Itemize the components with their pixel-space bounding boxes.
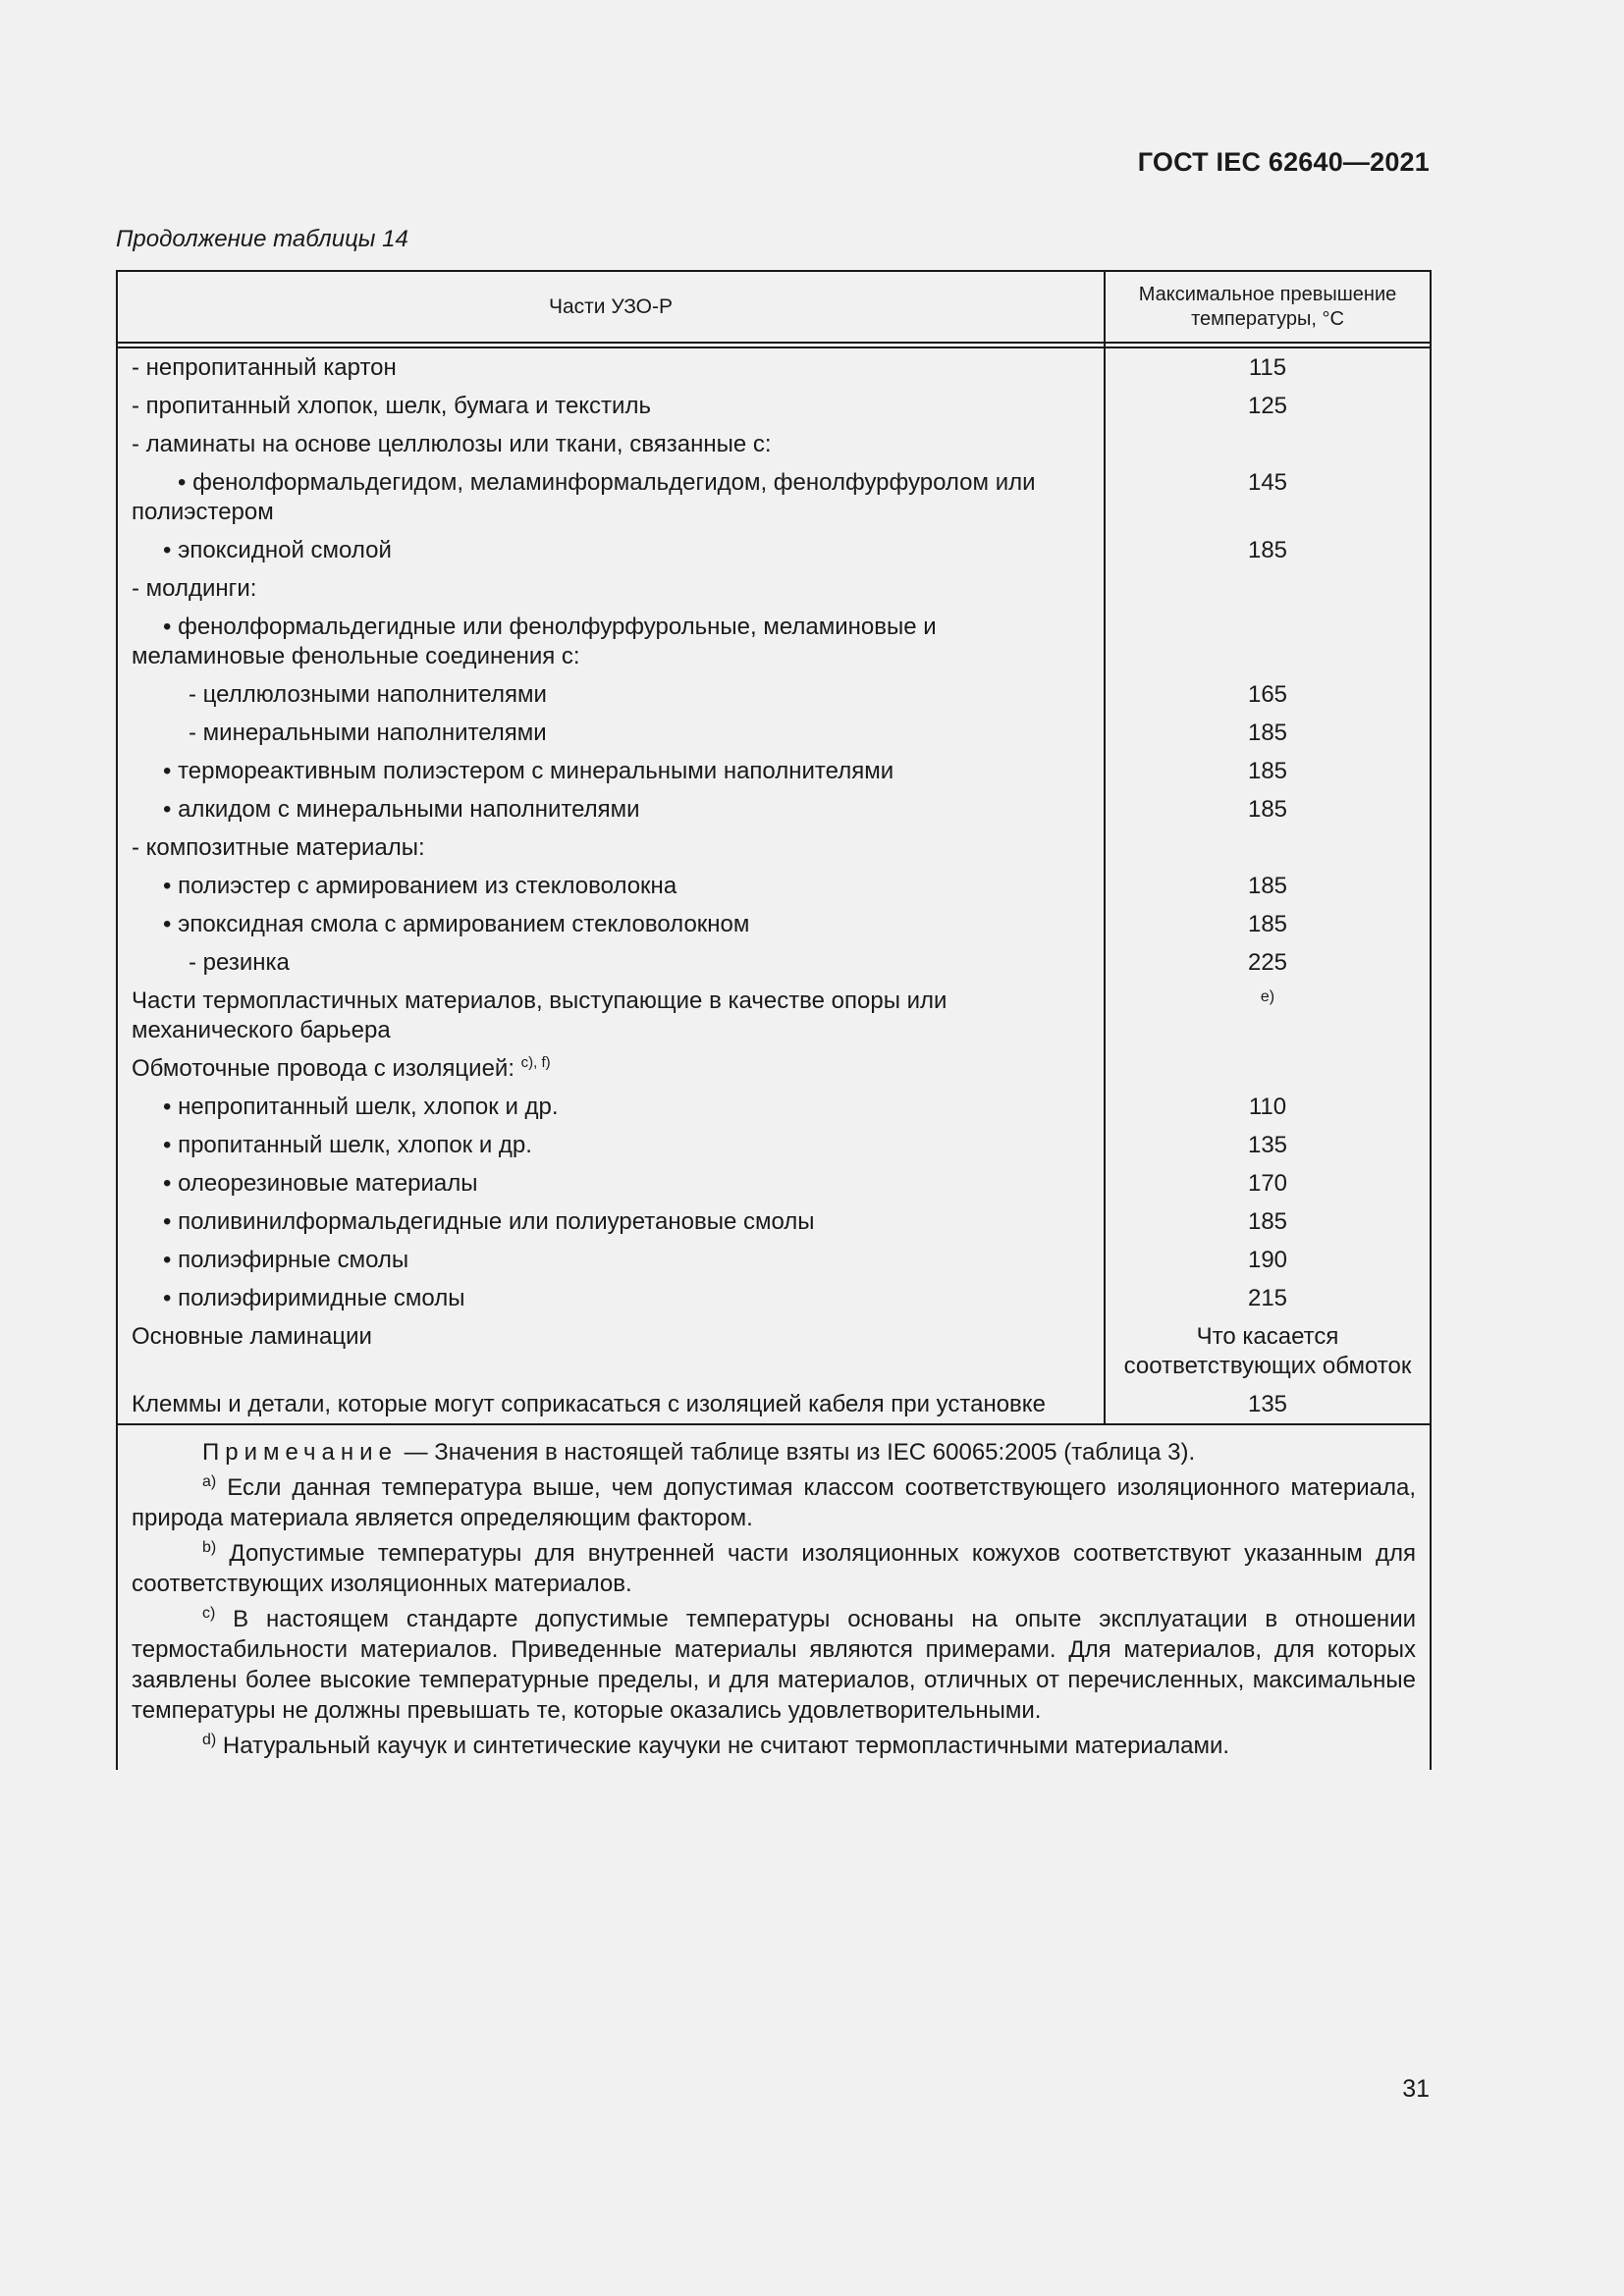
- table-row: [118, 425, 1430, 463]
- footnote-text: Допустимые температуры для внутренней части изоляционных кожухов соответствуют указанным для соответствующих изоляционных материалов.: [132, 1540, 1416, 1597]
- footnote-c: [132, 1604, 1416, 1726]
- table-continuation-label: Продолжение таблицы 14: [116, 226, 408, 252]
- footnote-a: [132, 1472, 1416, 1533]
- footnote-mark: a): [202, 1473, 217, 1490]
- table-body: [118, 348, 1430, 1423]
- temp-cell: 185: [1247, 537, 1288, 563]
- temp-cell: [1106, 608, 1430, 675]
- part-cell: - резинка: [118, 943, 1106, 982]
- part-cell: • полиэфирные смолы: [118, 1241, 1106, 1279]
- part-cell: - минеральными наполнителями: [118, 714, 1106, 752]
- part-cell: • олеорезиновые материалы: [118, 1164, 1106, 1202]
- footnote-b: [132, 1538, 1416, 1599]
- part-cell: - ламинаты на основе целлюлозы или ткани, связанные с:: [118, 425, 1106, 463]
- note-label: Примечание: [202, 1439, 398, 1466]
- temp-cell: 185: [1247, 796, 1288, 823]
- part-cell: • эпоксидная смола с армированием стекловолокном: [118, 905, 1106, 943]
- table-row: [118, 1385, 1430, 1423]
- part-cell: • эпоксидной смолой: [118, 531, 1106, 569]
- part-cell: Основные ламинации: [118, 1317, 1106, 1385]
- temp-cell: 185: [1247, 873, 1288, 899]
- part-cell: • фенолформальдегидом, меламинформальдегидом, фенолфурфуролом или полиэстером: [118, 463, 1106, 531]
- temperature-table: [116, 270, 1432, 1770]
- temp-cell: 185: [1247, 720, 1288, 746]
- table-row: [118, 1241, 1430, 1279]
- part-cell: • полиэфиримидные смолы: [118, 1279, 1106, 1317]
- part-cell: - целлюлозными наполнителями: [118, 675, 1106, 714]
- temp-cell: 145: [1247, 469, 1288, 496]
- temp-cell: Что касается соответствующих обмоток: [1123, 1323, 1412, 1379]
- note-intro: [132, 1437, 1416, 1468]
- standard-number: ГОСТ IEC 62640—2021: [1137, 147, 1430, 177]
- temp-cell: 115: [1248, 354, 1287, 381]
- part-cell: • полиэстер с армированием из стекловолокна: [118, 867, 1106, 905]
- table-row: [118, 387, 1430, 425]
- temp-cell: 135: [1247, 1391, 1288, 1417]
- table-row: [118, 1202, 1430, 1241]
- temp-cell: [1106, 1049, 1430, 1088]
- temp-cell: 170: [1247, 1170, 1288, 1197]
- table-row: [118, 1088, 1430, 1126]
- table-notes: [116, 1423, 1432, 1770]
- temp-cell: [1106, 569, 1430, 608]
- column-header-parts: Части УЗО-Р: [118, 272, 1106, 342]
- table-row: [118, 348, 1430, 387]
- table-row: [118, 752, 1430, 790]
- footnote-mark: c): [202, 1605, 216, 1622]
- table-row: [118, 982, 1430, 1049]
- table-row: [118, 675, 1430, 714]
- footnote-text: В настоящем стандарте допустимые температуры основаны на опыте эксплуатации в отношении термостабильности материалов. Приведенные материалы являются примерами. Для материалов, для которых заявлены более высокие температурные пределы, и для материалов, отличных от перечисленных, максимальные температуры не должны превышать те, которые оказались удовлетворительными.: [132, 1606, 1416, 1724]
- footnote-mark: d): [202, 1732, 217, 1748]
- part-cell: - непропитанный картон: [118, 348, 1106, 387]
- table-row: [118, 1049, 1430, 1088]
- column-header-temperature: Максимальное превышение температуры, °С: [1138, 283, 1397, 330]
- table-row: [118, 1317, 1430, 1385]
- table-row: [118, 1126, 1430, 1164]
- temp-cell: 110: [1248, 1094, 1287, 1120]
- part-cell: • пропитанный шелк, хлопок и др.: [118, 1126, 1106, 1164]
- part-cell-text: Обмоточные провода с изоляцией:: [132, 1055, 514, 1082]
- temp-cell: 215: [1247, 1285, 1288, 1311]
- note-intro-text: — Значения в настоящей таблице взяты из IEC 60065:2005 (таблица 3).: [397, 1439, 1196, 1466]
- temp-cell: 185: [1247, 1208, 1288, 1235]
- table-row: [118, 608, 1430, 675]
- table-frame: [116, 270, 1432, 1423]
- temp-cell: 125: [1247, 393, 1288, 419]
- page-number: 31: [1402, 2075, 1430, 2103]
- table-row: [118, 828, 1430, 867]
- part-cell: - пропитанный хлопок, шелк, бумага и текстиль: [118, 387, 1106, 425]
- table-row: [118, 1164, 1430, 1202]
- part-cell: [118, 1049, 1106, 1088]
- footnote-text: Натуральный каучук и синтетические каучуки не считают термопластичными материалами.: [216, 1733, 1230, 1759]
- table-row: [118, 943, 1430, 982]
- temp-cell: 185: [1247, 758, 1288, 784]
- table-row: [118, 463, 1430, 531]
- part-cell: Части термопластичных материалов, выступающие в качестве опоры или механического барьера: [118, 982, 1106, 1049]
- table-row: [118, 867, 1430, 905]
- table-row: [118, 790, 1430, 828]
- part-cell: • фенолформальдегидные или фенолфурфурольные, меламиновые и меламиновые фенольные соединения с:: [118, 608, 1106, 675]
- part-cell: • алкидом с минеральными наполнителями: [118, 790, 1106, 828]
- part-cell: - композитные материалы:: [118, 828, 1106, 867]
- table-row: [118, 714, 1430, 752]
- table-row: [118, 569, 1430, 608]
- temp-cell: 225: [1247, 949, 1288, 976]
- part-cell: Клеммы и детали, которые могут соприкасаться с изоляцией кабеля при установке: [118, 1385, 1106, 1423]
- part-cell: • непропитанный шелк, хлопок и др.: [118, 1088, 1106, 1126]
- footnote-reference: c), f): [520, 1054, 551, 1071]
- footnote-text: Если данная температура выше, чем допустимая классом соответствующего изоляционного материала, природа материала является определяющим фактором.: [132, 1474, 1416, 1531]
- temp-cell: 135: [1247, 1132, 1288, 1158]
- table-row: [118, 1279, 1430, 1317]
- part-cell: • термореактивным полиэстером с минеральными наполнителями: [118, 752, 1106, 790]
- temp-cell: 185: [1247, 911, 1288, 937]
- temp-cell: [1106, 425, 1430, 463]
- part-cell: - молдинги:: [118, 569, 1106, 608]
- table-row: [118, 905, 1430, 943]
- part-cell: • поливинилформальдегидные или полиуретановые смолы: [118, 1202, 1106, 1241]
- table-header-row: [118, 272, 1430, 344]
- temp-cell: [1106, 828, 1430, 867]
- temp-cell: 190: [1247, 1247, 1288, 1273]
- temp-footnote-mark: e): [1260, 988, 1275, 1005]
- table-row: [118, 531, 1430, 569]
- footnote-mark: b): [202, 1539, 217, 1556]
- footnote-d: [132, 1731, 1416, 1761]
- temp-cell: 165: [1247, 681, 1288, 708]
